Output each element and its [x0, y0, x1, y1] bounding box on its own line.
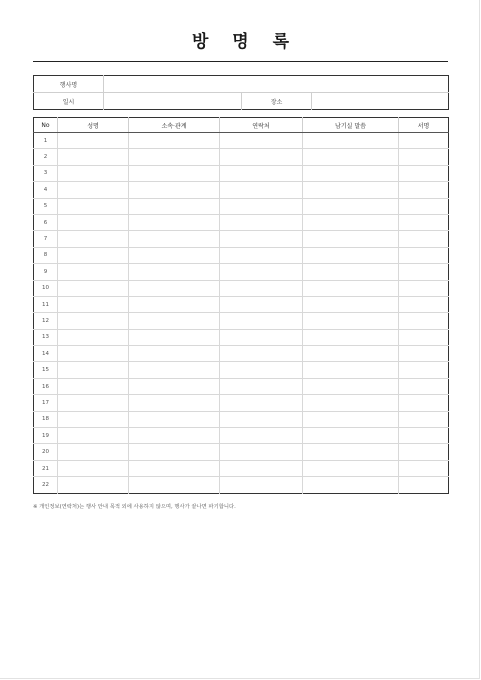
row-number: 8 — [34, 247, 58, 263]
name-cell[interactable] — [58, 231, 129, 247]
table-row — [34, 346, 449, 362]
affiliation-cell[interactable] — [129, 329, 220, 345]
message-cell[interactable] — [303, 477, 399, 493]
affiliation-cell[interactable] — [129, 460, 220, 476]
contact-cell[interactable] — [220, 313, 303, 329]
contact-cell[interactable] — [220, 182, 303, 198]
page-title: 방 명 록 — [191, 32, 299, 52]
affiliation-cell[interactable] — [129, 182, 220, 198]
table-row — [34, 149, 449, 165]
row-number: 7 — [34, 231, 58, 247]
contact-cell[interactable] — [220, 214, 303, 230]
column-header-name: 성명 — [58, 118, 129, 133]
signature-cell[interactable] — [399, 133, 449, 149]
message-cell[interactable] — [303, 411, 399, 427]
affiliation-cell[interactable] — [129, 247, 220, 263]
signature-cell[interactable] — [399, 460, 449, 476]
row-number: 18 — [34, 411, 58, 427]
row-number: 17 — [34, 395, 58, 411]
affiliation-cell[interactable] — [129, 313, 220, 329]
signature-cell[interactable] — [399, 378, 449, 394]
signature-cell[interactable] — [399, 329, 449, 345]
message-cell[interactable] — [303, 149, 399, 165]
message-cell[interactable] — [303, 460, 399, 476]
event-name-row — [34, 76, 449, 93]
contact-cell[interactable] — [220, 165, 303, 181]
name-cell[interactable] — [58, 133, 129, 149]
row-number: 3 — [34, 165, 58, 181]
name-cell[interactable] — [58, 395, 129, 411]
message-cell[interactable] — [303, 444, 399, 460]
table-row — [34, 264, 449, 280]
affiliation-cell[interactable] — [129, 477, 220, 493]
table-row — [34, 296, 449, 312]
row-number: 2 — [34, 149, 58, 165]
affiliation-cell[interactable] — [129, 444, 220, 460]
message-cell[interactable] — [303, 231, 399, 247]
table-row — [34, 444, 449, 460]
row-number: 12 — [34, 313, 58, 329]
affiliation-cell[interactable] — [129, 198, 220, 214]
contact-cell[interactable] — [220, 247, 303, 263]
date-place-row — [34, 93, 449, 110]
signature-cell[interactable] — [399, 198, 449, 214]
name-cell[interactable] — [58, 182, 129, 198]
message-cell[interactable] — [303, 264, 399, 280]
message-cell[interactable] — [303, 214, 399, 230]
name-cell[interactable] — [58, 198, 129, 214]
row-number: 9 — [34, 264, 58, 280]
message-cell[interactable] — [303, 378, 399, 394]
affiliation-cell[interactable] — [129, 296, 220, 312]
message-cell[interactable] — [303, 313, 399, 329]
name-cell[interactable] — [58, 247, 129, 263]
row-number: 5 — [34, 198, 58, 214]
message-cell[interactable] — [303, 133, 399, 149]
privacy-note: ※ 개인정보(연락처)는 행사 안내 목적 외에 사용하지 않으며, 행사가 끝나면 파기합니다. — [33, 504, 236, 510]
row-number: 10 — [34, 280, 58, 296]
name-cell[interactable] — [58, 444, 129, 460]
row-number: 20 — [34, 444, 58, 460]
row-number: 21 — [34, 460, 58, 476]
signature-cell[interactable] — [399, 395, 449, 411]
row-number: 16 — [34, 378, 58, 394]
affiliation-cell[interactable] — [129, 362, 220, 378]
signature-cell[interactable] — [399, 214, 449, 230]
affiliation-cell[interactable] — [129, 149, 220, 165]
name-cell[interactable] — [58, 411, 129, 427]
row-number: 22 — [34, 477, 58, 493]
date-label: 일시 — [34, 93, 104, 110]
table-row — [34, 362, 449, 378]
affiliation-cell[interactable] — [129, 165, 220, 181]
signature-cell[interactable] — [399, 231, 449, 247]
signature-cell[interactable] — [399, 165, 449, 181]
affiliation-cell[interactable] — [129, 346, 220, 362]
table-row — [34, 460, 449, 476]
message-cell[interactable] — [303, 198, 399, 214]
name-cell[interactable] — [58, 329, 129, 345]
contact-cell[interactable] — [220, 149, 303, 165]
contact-cell[interactable] — [220, 395, 303, 411]
contact-cell[interactable] — [220, 378, 303, 394]
table-row — [34, 198, 449, 214]
row-number: 11 — [34, 296, 58, 312]
affiliation-cell[interactable] — [129, 231, 220, 247]
name-cell[interactable] — [58, 477, 129, 493]
table-row — [34, 231, 449, 247]
signature-cell[interactable] — [399, 149, 449, 165]
contact-cell[interactable] — [220, 231, 303, 247]
signature-cell[interactable] — [399, 411, 449, 427]
signature-cell[interactable] — [399, 296, 449, 312]
signature-cell[interactable] — [399, 477, 449, 493]
row-number: 6 — [34, 214, 58, 230]
message-cell[interactable] — [303, 362, 399, 378]
signature-cell[interactable] — [399, 444, 449, 460]
name-cell[interactable] — [58, 165, 129, 181]
row-number: 15 — [34, 362, 58, 378]
column-header-affiliation: 소속·관계 — [129, 118, 220, 133]
table-row — [34, 477, 449, 493]
affiliation-cell[interactable] — [129, 264, 220, 280]
affiliation-cell[interactable] — [129, 280, 220, 296]
message-cell[interactable] — [303, 182, 399, 198]
name-cell[interactable] — [58, 346, 129, 362]
message-cell[interactable] — [303, 428, 399, 444]
contact-cell[interactable] — [220, 362, 303, 378]
name-cell[interactable] — [58, 149, 129, 165]
event-name-field[interactable] — [104, 76, 449, 93]
affiliation-cell[interactable] — [129, 214, 220, 230]
event-name-label: 행사명 — [59, 81, 78, 89]
name-cell[interactable] — [58, 280, 129, 296]
table-row — [34, 133, 449, 149]
contact-cell[interactable] — [220, 411, 303, 427]
message-cell[interactable] — [303, 329, 399, 345]
column-header-no: No — [34, 118, 58, 133]
contact-cell[interactable] — [220, 477, 303, 493]
signature-cell[interactable] — [399, 182, 449, 198]
message-cell[interactable] — [303, 296, 399, 312]
affiliation-cell[interactable] — [129, 133, 220, 149]
affiliation-cell[interactable] — [129, 428, 220, 444]
contact-cell[interactable] — [220, 460, 303, 476]
table-row — [34, 378, 449, 394]
signature-cell[interactable] — [399, 428, 449, 444]
affiliation-cell[interactable] — [129, 395, 220, 411]
table-row — [34, 247, 449, 263]
name-cell[interactable] — [58, 362, 129, 378]
name-cell[interactable] — [58, 460, 129, 476]
signature-cell[interactable] — [399, 264, 449, 280]
signature-cell[interactable] — [399, 280, 449, 296]
table-row — [34, 428, 449, 444]
table-row — [34, 214, 449, 230]
affiliation-cell[interactable] — [129, 378, 220, 394]
table-row — [34, 395, 449, 411]
table-row — [34, 182, 449, 198]
table-row — [34, 165, 449, 181]
affiliation-cell[interactable] — [129, 411, 220, 427]
contact-cell[interactable] — [220, 428, 303, 444]
date-field[interactable] — [104, 93, 242, 110]
signature-cell[interactable] — [399, 362, 449, 378]
name-cell[interactable] — [58, 428, 129, 444]
row-number: 14 — [34, 346, 58, 362]
column-header-signature: 서명 — [399, 118, 449, 133]
column-header-contact: 연락처 — [220, 118, 303, 133]
table-row — [34, 411, 449, 427]
row-number: 13 — [34, 329, 58, 345]
table-row — [34, 329, 449, 345]
contact-cell[interactable] — [220, 198, 303, 214]
message-cell[interactable] — [303, 247, 399, 263]
contact-cell[interactable] — [220, 444, 303, 460]
row-number: 4 — [34, 182, 58, 198]
message-cell[interactable] — [303, 395, 399, 411]
name-cell[interactable] — [58, 313, 129, 329]
contact-cell[interactable] — [220, 329, 303, 345]
table-row — [34, 313, 449, 329]
event-info-table — [33, 75, 449, 110]
message-cell[interactable] — [303, 280, 399, 296]
name-cell[interactable] — [58, 264, 129, 280]
signature-cell[interactable] — [399, 247, 449, 263]
contact-cell[interactable] — [220, 133, 303, 149]
title-divider — [33, 61, 448, 62]
contact-cell[interactable] — [220, 280, 303, 296]
guest-table — [33, 117, 449, 494]
guest-table-body — [34, 133, 449, 494]
name-cell[interactable] — [58, 378, 129, 394]
table-row — [34, 280, 449, 296]
column-header-message: 남기실 말씀 — [303, 118, 399, 133]
name-cell[interactable] — [58, 296, 129, 312]
contact-cell[interactable] — [220, 296, 303, 312]
place-label: 장소 — [242, 93, 312, 110]
contact-cell[interactable] — [220, 346, 303, 362]
row-number: 1 — [43, 137, 48, 144]
message-cell[interactable] — [303, 346, 399, 362]
guest-table-header — [34, 118, 449, 133]
message-cell[interactable] — [303, 165, 399, 181]
place-field[interactable] — [312, 93, 449, 110]
name-cell[interactable] — [58, 214, 129, 230]
contact-cell[interactable] — [220, 264, 303, 280]
row-number: 19 — [34, 428, 58, 444]
signature-cell[interactable] — [399, 346, 449, 362]
signature-cell[interactable] — [399, 313, 449, 329]
